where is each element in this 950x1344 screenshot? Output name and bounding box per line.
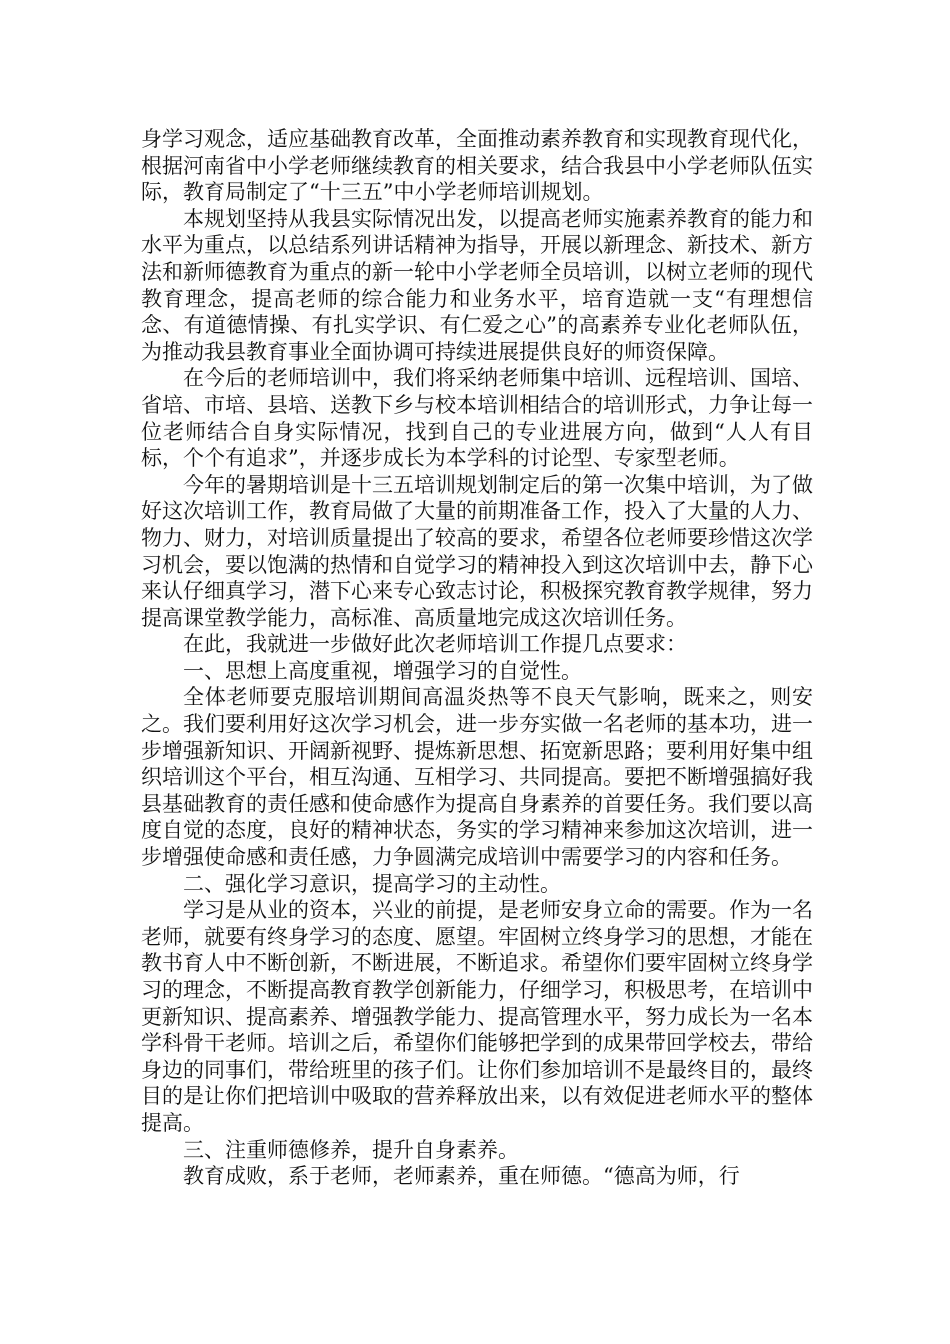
section-heading-two: 二、强化学习意识，提高学习的主动性。 xyxy=(183,871,561,896)
paragraph-section-one: 全体老师要克服培训期间高温炎热等不良天气影响，既来之，则安之。我们要利用好这次学习机会，进一步夯实做一名老师的基本功，进一步增强新知识、开阔新视野、提炼新思想、拓宽新思路；要利用好集中组织培训这个平台，相互沟通、互相学习、共同提高。要把不断增强搞好我县基础教育的责任感和使命感作为提高自身素养的首要任务。我们要以高度自觉的态度，良好的精神状态，务实的学习精神来参加这次培训，进一步增强使命感和责任感，力争圆满完成培训中需要学习的内容和任务。 xyxy=(141,685,813,870)
paragraph-section-two: 学习是从业的资本，兴业的前提，是老师安身立命的需要。作为一名老师，就要有终身学习的态度、愿望。牢固树立终身学习的思想，才能在教书育人中不断创新，不断进展，不断追求。希望你们要牢固树立终身学习的理念，不断提高教育教学创新能力，仔细学习，积极思考，在培训中更新知识、提高素养、增强教学能力、提高管理水平，努力成长为一名本学科骨干老师。培训之后，希望你们能够把学到的成果带回学校去，带给身边的同事们，带给班里的孩子们。让你们参加培训不是最终目的，最终目的是让你们把培训中吸取的营养释放出来，以有效促进老师水平的整体提高。 xyxy=(141,898,813,1135)
section-heading-one: 一、思想上高度重视，增强学习的自觉性。 xyxy=(183,658,582,683)
paragraph-continued-intro: 身学习观念，适应基础教育改革，全面推动素养教育和实现教育现代化，根据河南省中小学老师继续教育的相关要求，结合我县中小学老师队伍实际，教育局制定了“十三五”中小学老师培训规划。 xyxy=(141,127,813,205)
paragraph-plan-overview: 本规划坚持从我县实际情况出发，以提高老师实施素养教育的能力和水平为重点，以总结系列讲话精神为指导，开展以新理念、新技术、新方法和新师德教育为重点的新一轮中小学老师全员培训，以树立老师的现代教育理念，提高老师的综合能力和业务水平，培育造就一支“有理想信念、有道德情操、有扎实学识、有仁爱之心”的高素养专业化老师队伍，为推动我县教育事业全面协调可持续进展提供良好的师资保障。 xyxy=(141,206,813,364)
document-body xyxy=(141,126,813,1190)
paragraph-section-three-start: 教育成败，系于老师，老师素养，重在师德。“德高为师，行 xyxy=(183,1164,740,1189)
paragraph-requirements-intro: 在此，我就进一步做好此次老师培训工作提几点要求： xyxy=(183,632,687,657)
paragraph-training-forms: 在今后的老师培训中，我们将采纳老师集中培训、远程培训、国培、省培、市培、县培、送教下乡与校本培训相结合的培训形式，力争让每一位老师结合自身实际情况，找到自己的专业进展方向，做到“人人有目标，个个有追求”，并逐步成长为本学科的讨论型、专家型老师。 xyxy=(141,366,813,471)
paragraph-summer-training: 今年的暑期培训是十三五培训规划制定后的第一次集中培训，为了做好这次培训工作，教育局做了大量的前期准备工作，投入了大量的人力、物力、财力，对培训质量提出了较高的要求，希望各位老师要珍惜这次学习机会，要以饱满的热情和自觉学习的精神投入到这次培训中去，静下心来认仔细真学习，潜下心来专心致志讨论，积极探究教育教学规律，努力提高课堂教学能力，高标准、高质量地完成这次培训任务。 xyxy=(141,472,813,630)
section-heading-three: 三、注重师德修养，提升自身素养。 xyxy=(183,1137,519,1162)
